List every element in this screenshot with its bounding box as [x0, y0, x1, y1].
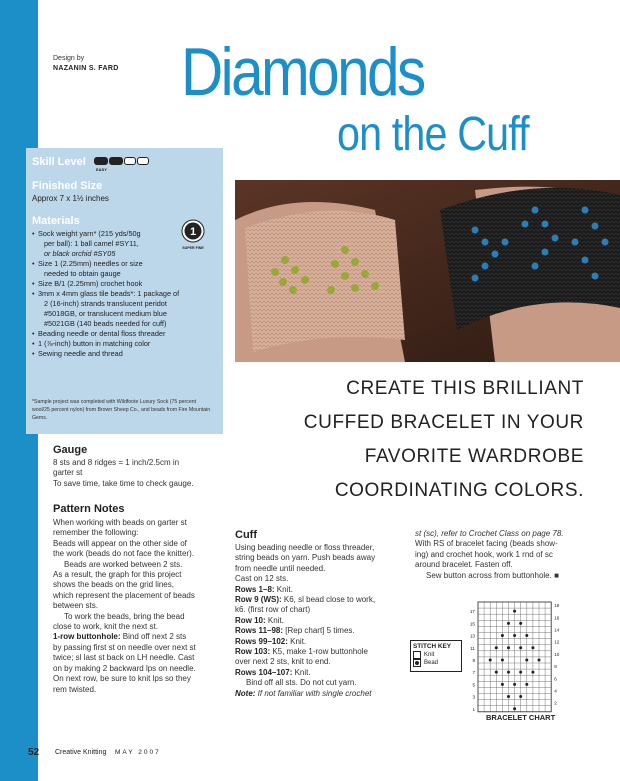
knit-symbol-icon: [413, 651, 421, 659]
material-item: • Size B/1 (2.25mm) crochet hook: [32, 279, 192, 289]
gauge-text: [53, 458, 233, 489]
notes-line: shows the beads on the grid lines,: [53, 580, 174, 590]
chart-row-label: 18: [554, 603, 560, 609]
row-label: Rows 99–102:: [235, 636, 288, 646]
designer-name: NAZANIN S. FARD: [53, 65, 119, 72]
chart-bead: [519, 646, 522, 649]
knit-label: Knit: [424, 652, 435, 658]
chart-bead: [513, 634, 516, 637]
row-label: Rows 104–107:: [235, 667, 293, 677]
notes-line: To work the beads, bring the bead: [64, 611, 185, 621]
chart-bead: [519, 671, 522, 674]
row-label: Rows 11–98:: [235, 626, 284, 636]
tagline-line: CUFFED BRACELET IN YOUR: [303, 412, 584, 433]
magazine-name: Creative Knitting: [55, 749, 107, 756]
chart-bead: [495, 646, 498, 649]
tagline: [262, 372, 584, 508]
cuff-line: [235, 647, 410, 657]
chart-row-label: 3: [472, 694, 475, 700]
page-number: 52: [28, 747, 40, 758]
bracelet-chart: [464, 598, 590, 728]
material-item: or black orchid #SY05: [44, 249, 116, 258]
cuff-line: k6. (first row of chart): [235, 605, 311, 615]
material-item: #5021GB (140 beads needed for cuff): [44, 319, 167, 328]
issue-date: MAY 2007: [115, 749, 161, 756]
chart-row-label: 6: [554, 676, 557, 682]
chart-row-label: 10: [554, 651, 560, 657]
design-by-label: Design by: [53, 55, 85, 62]
cuff-line: over next 2 sts, knit to end.: [235, 657, 331, 667]
row-text: Knit.: [274, 584, 293, 594]
tagline-line: CREATE THIS BRILLIANT: [346, 378, 584, 399]
cuff-line: Bind off all sts. Do not cut yarn.: [246, 678, 357, 688]
row-text: Knit.: [287, 636, 307, 646]
chart-bead: [501, 658, 504, 661]
notes-line: [53, 632, 233, 642]
material-item: • Sewing needle and thread: [32, 349, 192, 359]
gauge-heading: Gauge: [53, 444, 88, 456]
cuff-line: [235, 585, 410, 595]
row-text: [Rep chart] 5 times.: [283, 626, 355, 636]
notes-line: remember the following:: [53, 528, 139, 538]
row-text: Knit.: [265, 615, 284, 625]
chart-bead: [519, 695, 522, 698]
tagline-line: COORDINATING COLORS.: [334, 480, 584, 501]
cuff-line: ing) and crochet hook, work 1 rnd of sc: [415, 549, 553, 559]
notes-line: rem twisted.: [53, 684, 97, 694]
cuff-line: [235, 637, 410, 647]
row-label: Row 9 (WS):: [235, 595, 282, 605]
chart-bead: [513, 610, 516, 613]
chart-bead: [489, 658, 492, 661]
notes-line: between sts.: [53, 601, 98, 611]
chart-row-label: 8: [554, 664, 557, 670]
chart-row-label: 9: [472, 657, 475, 663]
chart-row-label: 1: [472, 706, 475, 712]
chart-row-label: 5: [472, 682, 475, 688]
cuff-heading: Cuff: [235, 529, 257, 541]
cuff-line: Using beading needle or floss threader,: [235, 543, 375, 552]
cuff-text-col3: [415, 529, 590, 581]
yarn-weight-label: SUPER FINE: [182, 246, 204, 250]
chart-row-label: 12: [554, 639, 560, 645]
cuff-line: around bracelet. Fasten off.: [415, 560, 513, 570]
chart-row-label: 14: [554, 627, 560, 633]
row-label: Rows 1–8:: [235, 584, 275, 594]
stitch-key-bead: [413, 658, 459, 668]
chart-row-label: 16: [554, 615, 560, 621]
material-item: • 3mm x 4mm glass tile beads*: 1 package of: [32, 289, 192, 299]
notes-line: Beads will appear on the other side of: [53, 538, 187, 548]
chart-row-label: 15: [469, 621, 475, 627]
material-item: per ball): 1 ball camel #SY11,: [44, 239, 139, 248]
notes-line: which represent the placement of beads: [53, 590, 195, 600]
chart-row-label: 17: [469, 609, 475, 615]
finished-size-heading: Finished Size: [32, 180, 103, 192]
note-text: If not familiar with single crochet: [255, 688, 372, 698]
notes-line: by passing first st on needle over next st: [53, 642, 196, 652]
chart-bead: [501, 683, 504, 686]
cuff-line: st (sc), refer to Crochet Class on page 78.: [415, 529, 564, 538]
material-item: • 1 (⅞-inch) button in matching color: [32, 339, 192, 349]
chart-bead: [507, 622, 510, 625]
row-label: Row 10:: [235, 615, 266, 625]
stitch-key-heading: STITCH KEY: [413, 643, 451, 650]
gauge-line: To save time, take time to check gauge.: [53, 478, 194, 488]
materials-heading: Materials: [32, 215, 80, 227]
chart-bead: [525, 683, 528, 686]
chart-bead: [513, 707, 516, 710]
cuff-line: [235, 626, 410, 636]
chart-row-label: 13: [469, 633, 475, 639]
row-label: Row 103:: [235, 647, 271, 657]
pattern-notes-text: [53, 518, 233, 695]
cuff-line: Sew button across from buttonhole. ■: [426, 570, 559, 580]
buttonhole-label: 1-row buttonhole:: [53, 632, 121, 642]
chart-bead: [495, 671, 498, 674]
material-item: needed to obtain gauge: [44, 269, 121, 278]
chart-bead: [531, 646, 534, 649]
row-text: K5, make 1-row buttonhole: [270, 647, 368, 657]
notes-line: As a result, the graph for this project: [53, 570, 182, 580]
chart-row-label: 11: [470, 645, 475, 651]
notes-line: On next row, be sure to knit lps so they: [53, 674, 191, 684]
chart-bead: [507, 695, 510, 698]
pattern-notes-heading: Pattern Notes: [53, 503, 125, 515]
material-item: • Sock weight yarn* (215 yds/50g: [32, 229, 192, 239]
row-text: K6, sl bead close to work,: [281, 595, 376, 605]
chart-row-label: 4: [554, 688, 557, 694]
notes-line: on by making 2 backward lps on needle.: [53, 663, 196, 673]
material-item: 2 (16-inch) strands translucent peridot: [44, 299, 167, 308]
chart-bead: [519, 622, 522, 625]
yarn-weight-number: 1: [189, 226, 197, 238]
materials-list: [32, 229, 192, 359]
cuff-line: Cast on 12 sts.: [235, 574, 289, 584]
material-item: • Beading needle or dental floss threader: [32, 329, 192, 339]
page-subtitle: on the Cuff: [337, 108, 529, 161]
chart-bead: [507, 671, 510, 674]
material-item: #5018GB, or translucent medium blue: [44, 309, 167, 318]
chart-bead: [507, 646, 510, 649]
cuff-line: [235, 595, 410, 605]
cuff-text: [235, 543, 410, 699]
notes-line: close to work, knit the next st.: [53, 622, 158, 632]
notes-line: the work (beads do not face the knitter).: [53, 549, 194, 559]
chart-bead: [531, 671, 534, 674]
chart-bead: [501, 634, 504, 637]
finished-size-value: Approx 7 x 1½ inches: [32, 194, 109, 203]
chart-bead: [525, 658, 528, 661]
materials-footnote: *Sample project was completed with Wildfoote Luxury Sock (75 percent wool/25 percent nylon) from Brown Sheep Co., and beads from Fire Mountain Gems.: [32, 399, 211, 421]
skill-level-value: EASY: [96, 167, 107, 172]
cuff-line: [235, 616, 410, 626]
bead-label: Bead: [424, 660, 439, 666]
cuff-line: With RS of bracelet facing (beads show-: [415, 539, 558, 549]
bead-symbol-icon: [413, 659, 421, 667]
page-title: Diamonds: [181, 34, 424, 110]
note-label: Note:: [235, 688, 256, 698]
cuff-line: [235, 668, 410, 678]
chart-bead: [513, 683, 516, 686]
stitch-key: [410, 640, 462, 672]
notes-line: twice; sl last st back on LH needle. Cast: [53, 653, 195, 663]
cuff-line: from needle until needed.: [235, 563, 326, 573]
notes-line: When working with beads on garter st: [53, 518, 187, 527]
cuff-line: string beads on yarn. Push beads away: [235, 553, 376, 563]
gauge-line: garter st: [53, 468, 83, 478]
chart-bead: [538, 658, 541, 661]
notes-line: Beads are worked between 2 sts.: [64, 559, 183, 569]
skill-level-heading: Skill Level: [32, 156, 86, 168]
chart-bead: [525, 634, 528, 637]
chart-row-label: 7: [472, 670, 475, 676]
bracelet-photo: [235, 180, 620, 362]
material-item: • Size 1 (2.25mm) needles or size: [32, 259, 192, 269]
chart-row-label: 2: [554, 700, 557, 706]
tagline-line: FAVORITE WARDROBE: [364, 446, 584, 467]
cuff-line: [235, 689, 410, 699]
skill-level-icon: [94, 157, 150, 165]
chart-title: BRACELET CHART: [486, 713, 556, 722]
row-text: Knit.: [292, 667, 311, 677]
buttonhole-text: Bind off next 2 sts: [120, 632, 187, 642]
gauge-line: 8 sts and 8 ridges = 1 inch/2.5cm in: [53, 458, 180, 467]
